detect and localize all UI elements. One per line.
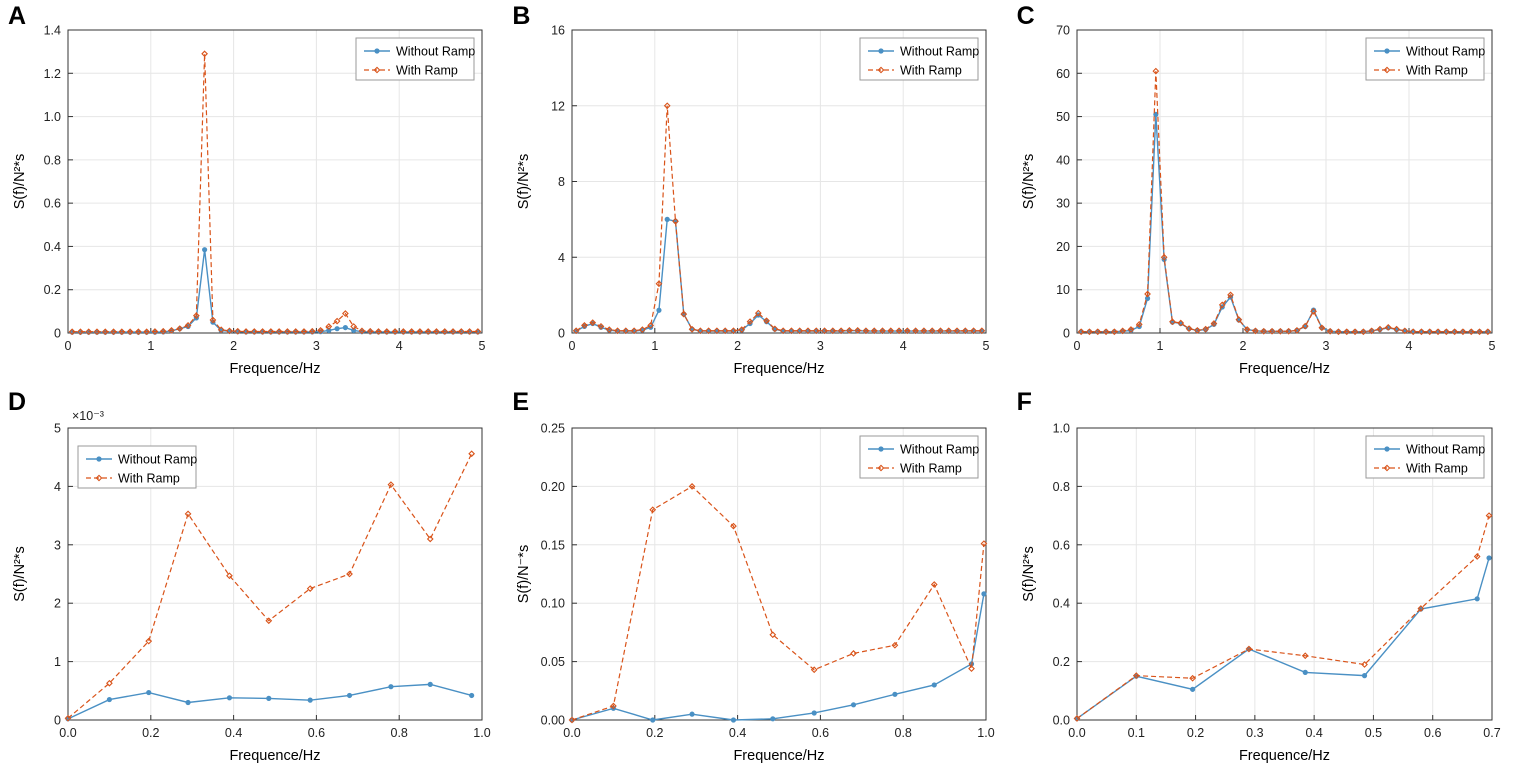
svg-text:0.05: 0.05 [540,654,566,669]
svg-text:20: 20 [1055,239,1070,254]
svg-text:2: 2 [1239,339,1247,353]
svg-text:2: 2 [230,339,238,353]
plot-D [0,386,504,772]
svg-text:12: 12 [551,99,566,114]
svg-text:3: 3 [312,339,320,353]
panel-label-E: E [512,387,530,416]
svg-text:0: 0 [1062,326,1070,341]
svg-text:1.0: 1.0 [473,725,491,740]
svg-text:Without Ramp: Without Ramp [1405,442,1485,456]
plot-F [1009,386,1513,772]
svg-text:8: 8 [558,175,566,189]
svg-text:0.1: 0.1 [1127,725,1145,740]
svg-text:With Ramp: With Ramp [396,63,458,78]
svg-text:0: 0 [54,326,61,341]
svg-text:0.8: 0.8 [894,725,913,740]
svg-text:60: 60 [1055,66,1070,81]
svg-text:3: 3 [817,339,825,353]
svg-text:0: 0 [1073,339,1081,353]
svg-text:S(f)/N²*s: S(f)/N²*s [516,153,533,210]
svg-text:0.4: 0.4 [729,725,747,740]
svg-text:16: 16 [551,23,566,38]
svg-text:70: 70 [1055,23,1070,38]
svg-text:5: 5 [1488,339,1496,353]
svg-text:Without Ramp: Without Ramp [900,442,980,456]
panel-label-B: B [512,2,531,30]
svg-text:1.2: 1.2 [43,66,61,81]
panel-A [0,0,504,386]
panel-F [1009,386,1513,772]
svg-text:10: 10 [1055,283,1070,298]
svg-text:0.6: 0.6 [812,725,830,740]
svg-text:1: 1 [1156,339,1164,353]
svg-text:0.4: 0.4 [224,725,243,740]
svg-text:0.00: 0.00 [540,713,566,727]
svg-text:0.0: 0.0 [1067,725,1086,740]
svg-text:0.6: 0.6 [1052,537,1070,552]
panel-label-A: A [8,2,27,30]
svg-text:0.8: 0.8 [43,153,61,168]
svg-text:Frequence/Hz: Frequence/Hz [229,747,321,764]
panel-E [504,386,1008,772]
svg-text:1: 1 [54,654,61,669]
svg-text:Frequence/Hz: Frequence/Hz [733,747,825,764]
svg-text:4: 4 [558,250,566,265]
svg-text:With Ramp: With Ramp [118,471,180,485]
plot-B [504,0,1008,386]
svg-text:0.2: 0.2 [43,283,61,298]
svg-text:0: 0 [64,339,72,353]
svg-text:1.0: 1.0 [977,725,996,740]
svg-text:Frequence/Hz: Frequence/Hz [1238,747,1330,764]
svg-text:Frequence/Hz: Frequence/Hz [229,361,321,377]
svg-text:Without Ramp: Without Ramp [900,44,980,59]
svg-text:0.4: 0.4 [1052,596,1070,611]
svg-text:40: 40 [1055,153,1070,168]
svg-text:5: 5 [982,339,990,353]
svg-text:30: 30 [1055,196,1070,211]
svg-text:0.2: 0.2 [142,725,160,740]
svg-text:5: 5 [478,339,486,353]
plot-A [0,0,504,386]
panel-label-F: F [1016,387,1032,416]
svg-text:With Ramp: With Ramp [1405,461,1468,475]
plot-C [1009,0,1513,386]
svg-text:0.6: 0.6 [307,725,326,740]
svg-text:1.0: 1.0 [43,110,61,125]
svg-text:0.4: 0.4 [43,239,61,254]
svg-text:0.5: 0.5 [1364,725,1382,740]
panel-D [0,386,504,772]
svg-text:4: 4 [395,339,403,353]
svg-text:0.25: 0.25 [540,421,566,435]
svg-text:0.8: 0.8 [390,725,408,740]
svg-text:With Ramp: With Ramp [900,63,963,78]
svg-text:4: 4 [900,339,908,353]
svg-text:Frequence/Hz: Frequence/Hz [733,361,825,377]
svg-text:2: 2 [54,596,61,611]
svg-text:1: 1 [651,339,659,353]
panel-C [1009,0,1513,386]
svg-text:S(f)/N⁻*s: S(f)/N⁻*s [516,544,533,603]
svg-text:3: 3 [1322,339,1330,353]
svg-text:0: 0 [568,339,576,353]
svg-text:50: 50 [1055,110,1070,125]
svg-text:2: 2 [734,339,742,353]
svg-text:4: 4 [54,479,61,494]
svg-text:0.3: 0.3 [1245,725,1264,740]
svg-text:S(f)/N²*s: S(f)/N²*s [1020,545,1037,602]
svg-text:3: 3 [54,537,61,552]
plot-E [504,386,1008,772]
svg-text:0.2: 0.2 [1186,725,1204,740]
svg-text:0.6: 0.6 [1423,725,1442,740]
svg-text:0.7: 0.7 [1482,725,1501,740]
svg-text:S(f)/N²*s: S(f)/N²*s [1020,153,1037,210]
svg-text:1.0: 1.0 [1052,421,1070,435]
svg-text:4: 4 [1405,339,1413,353]
svg-text:0: 0 [558,326,566,341]
svg-text:0.2: 0.2 [1052,654,1070,669]
svg-text:Without Ramp: Without Ramp [1405,44,1485,59]
panel-B [504,0,1008,386]
svg-text:1: 1 [147,339,155,353]
svg-text:Without Ramp: Without Ramp [118,452,198,466]
svg-text:0: 0 [54,713,61,727]
svg-text:Without Ramp: Without Ramp [396,44,476,59]
svg-text:0.0: 0.0 [1052,713,1070,727]
svg-text:0.20: 0.20 [540,479,566,494]
svg-text:S(f)/N²*s: S(f)/N²*s [12,153,28,210]
svg-text:×10⁻³: ×10⁻³ [72,408,104,423]
svg-text:With Ramp: With Ramp [900,461,963,475]
svg-text:0.8: 0.8 [1052,479,1070,494]
svg-text:0.0: 0.0 [563,725,582,740]
svg-text:1.4: 1.4 [43,23,61,38]
panel-label-D: D [8,387,27,416]
svg-text:0.10: 0.10 [540,596,566,611]
svg-text:0.4: 0.4 [1305,725,1323,740]
svg-text:0.15: 0.15 [540,537,566,552]
svg-text:0.2: 0.2 [646,725,664,740]
svg-text:5: 5 [54,421,61,435]
panel-label-C: C [1016,2,1035,30]
svg-text:Frequence/Hz: Frequence/Hz [1238,361,1330,377]
svg-text:S(f)/N²*s: S(f)/N²*s [12,545,28,602]
svg-text:0.6: 0.6 [43,196,61,211]
svg-text:0.0: 0.0 [59,725,77,740]
svg-text:With Ramp: With Ramp [1405,63,1468,78]
